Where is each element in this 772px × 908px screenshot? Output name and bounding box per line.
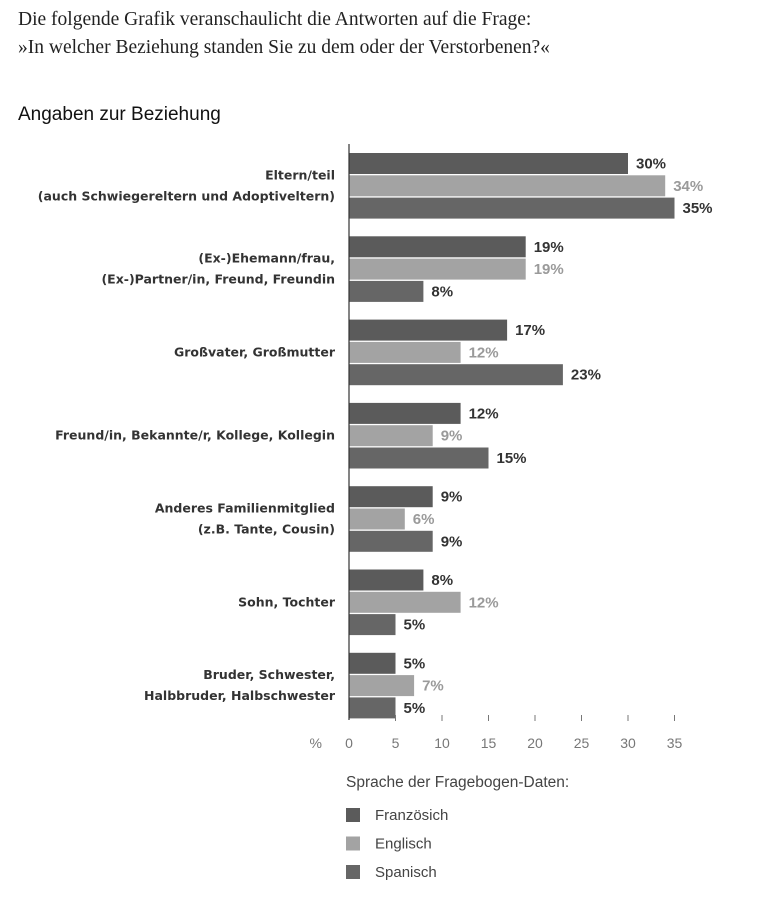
legend — [346, 774, 569, 881]
x-tick-label: 0 — [345, 735, 353, 751]
data-label: 30% — [636, 155, 667, 173]
bar — [349, 448, 489, 469]
x-tick-label: 30 — [620, 735, 636, 751]
bar — [349, 153, 628, 174]
legend-title: Sprache der Fragebogen-Daten: — [346, 774, 570, 791]
data-label: 5% — [403, 616, 426, 634]
data-label: 6% — [412, 511, 435, 528]
legend-swatch — [346, 865, 360, 879]
data-label: 19% — [533, 238, 564, 256]
category-label: (auch Schwiegereltern und Adoptiveltern) — [37, 188, 335, 204]
category-label: (Ex-)Partner/in, Freund, Freundin — [101, 271, 335, 287]
x-tick-label: 10 — [434, 735, 450, 751]
legend-swatch — [346, 837, 360, 851]
bar — [349, 614, 396, 635]
data-label: 12% — [468, 405, 499, 423]
category-label: Halbbruder, Halbschwester — [144, 688, 335, 704]
category-label: Großvater, Großmutter — [174, 344, 335, 360]
category-label: Anderes Familienmitglied — [154, 500, 335, 516]
x-tick-label: 35 — [666, 735, 683, 751]
category-label: (z.B. Tante, Cousin) — [197, 521, 335, 537]
bars-layer — [349, 153, 713, 718]
bar — [349, 531, 433, 552]
bar — [349, 486, 433, 507]
data-label: 23% — [570, 366, 601, 384]
bar — [349, 198, 675, 219]
bar — [349, 570, 423, 591]
x-tick-label: 15 — [480, 735, 497, 751]
category-label: Sohn, Tochter — [238, 594, 335, 610]
data-label: 19% — [533, 261, 564, 279]
bar — [349, 281, 423, 302]
bar — [349, 342, 461, 363]
category-label: Eltern/teil — [265, 167, 335, 183]
bar — [349, 175, 665, 196]
data-label: 34% — [673, 177, 704, 195]
data-label: 9% — [440, 427, 463, 445]
bar — [349, 364, 563, 385]
category-label: Bruder, Schwester, — [203, 667, 335, 683]
bar — [349, 509, 405, 530]
bar — [349, 403, 461, 424]
x-tick-label: 5 — [391, 735, 400, 751]
legend-label: Französich — [375, 807, 449, 824]
bar — [349, 236, 526, 257]
bar — [349, 320, 507, 341]
data-label: 9% — [440, 533, 463, 551]
bar — [349, 425, 433, 446]
data-label: 12% — [468, 594, 499, 612]
intro-line-2: »In welcher Beziehung standen Sie zu dem oder der Verstorbenen?« — [18, 37, 550, 58]
category-label: (Ex-)Ehemann/frau, — [198, 250, 335, 266]
data-label: 5% — [403, 655, 426, 673]
data-label: 8% — [431, 572, 454, 589]
data-label: 8% — [431, 283, 454, 301]
x-axis-label: % — [309, 735, 322, 751]
category-label: Freund/in, Bekannte/r, Kollege, Kollegin — [55, 427, 335, 443]
data-label: 15% — [496, 450, 527, 467]
x-tick-label: 25 — [573, 735, 590, 751]
bar — [349, 653, 396, 674]
bar — [349, 697, 396, 718]
legend-label: Englisch — [375, 835, 432, 853]
bar — [349, 259, 526, 280]
intro-line-1: Die folgende Grafik veranschaulicht die Antworten auf die Frage: — [18, 9, 532, 30]
x-tick-label: 20 — [527, 735, 543, 751]
legend-swatch — [346, 808, 360, 822]
data-label: 17% — [515, 322, 546, 340]
chart-title: Angaben zur Beziehung — [18, 104, 221, 125]
bar — [349, 675, 414, 696]
legend-label: Spanisch — [375, 864, 437, 881]
data-label: 5% — [403, 699, 426, 717]
data-label: 35% — [682, 200, 713, 218]
data-label: 7% — [422, 677, 444, 695]
data-label: 12% — [468, 344, 499, 362]
data-label: 9% — [440, 488, 463, 506]
bar — [349, 592, 461, 613]
